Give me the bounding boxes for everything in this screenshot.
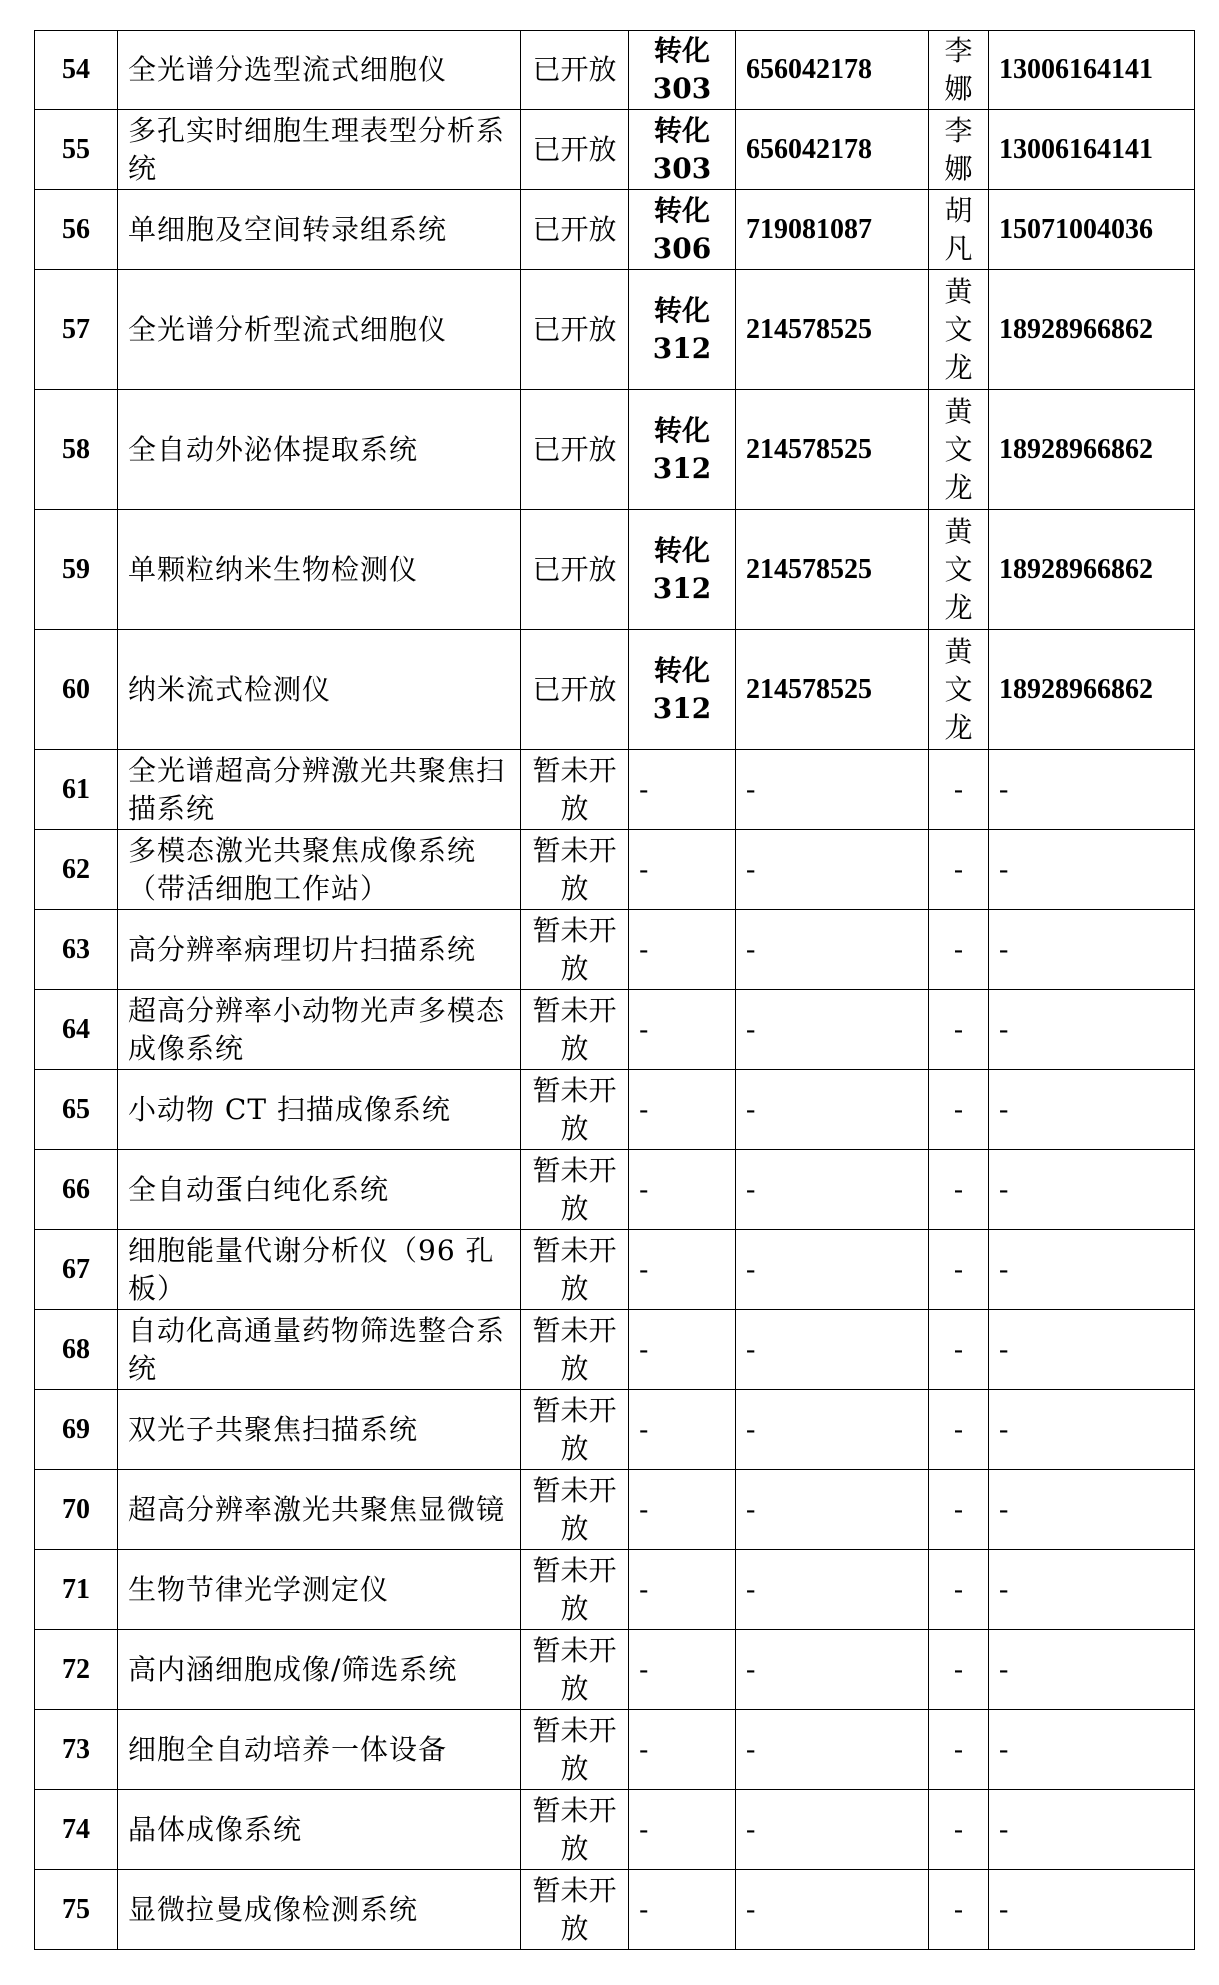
instrument-name: 全自动蛋白纯化系统 [118, 1150, 521, 1230]
extension-number: - [736, 1070, 929, 1150]
extension-number: - [736, 1390, 929, 1470]
table-row [35, 1870, 1195, 1950]
extension-number: 656042178 [736, 31, 929, 110]
contact-person: - [929, 1710, 989, 1790]
row-index: 58 [35, 390, 118, 510]
extension-number: 656042178 [736, 110, 929, 190]
room-number: - [629, 1070, 736, 1150]
table-row [35, 390, 1195, 510]
open-status: 已开放 [521, 190, 629, 270]
contact-person: 黄文龙 [929, 390, 989, 510]
contact-person: 李娜 [929, 110, 989, 190]
extension-number: - [736, 1630, 929, 1710]
contact-person: - [929, 1550, 989, 1630]
row-index: 74 [35, 1790, 118, 1870]
room-number: 转化312 [629, 270, 736, 390]
phone-number: - [989, 1550, 1195, 1630]
phone-number: - [989, 910, 1195, 990]
row-index: 54 [35, 31, 118, 110]
extension-number: - [736, 1710, 929, 1790]
table-row [35, 1710, 1195, 1790]
phone-number: 13006164141 [989, 110, 1195, 190]
phone-number: 18928966862 [989, 630, 1195, 750]
instrument-name: 晶体成像系统 [118, 1790, 521, 1870]
instrument-name: 高内涵细胞成像/筛选系统 [118, 1630, 521, 1710]
open-status: 暂未开放 [521, 1870, 629, 1950]
row-index: 65 [35, 1070, 118, 1150]
row-index: 59 [35, 510, 118, 630]
extension-number: 214578525 [736, 630, 929, 750]
room-number: - [629, 990, 736, 1070]
table-row [35, 1630, 1195, 1710]
table-row [35, 510, 1195, 630]
instrument-name: 纳米流式检测仪 [118, 630, 521, 750]
phone-number: - [989, 1630, 1195, 1710]
phone-number: - [989, 1310, 1195, 1390]
row-index: 72 [35, 1630, 118, 1710]
row-index: 70 [35, 1470, 118, 1550]
row-index: 66 [35, 1150, 118, 1230]
instrument-name: 全光谱分选型流式细胞仪 [118, 31, 521, 110]
extension-number: - [736, 1790, 929, 1870]
table-row [35, 1070, 1195, 1150]
room-number: - [629, 1790, 736, 1870]
phone-number: - [989, 1870, 1195, 1950]
row-index: 62 [35, 830, 118, 910]
row-index: 67 [35, 1230, 118, 1310]
extension-number: - [736, 1870, 929, 1950]
row-index: 60 [35, 630, 118, 750]
open-status: 暂未开放 [521, 990, 629, 1070]
extension-number: - [736, 990, 929, 1070]
phone-number: - [989, 1470, 1195, 1550]
room-number: - [629, 830, 736, 910]
open-status: 暂未开放 [521, 910, 629, 990]
table-row [35, 190, 1195, 270]
row-index: 71 [35, 1550, 118, 1630]
contact-person: - [929, 1790, 989, 1870]
room-number: 转化303 [629, 31, 736, 110]
row-index: 61 [35, 750, 118, 830]
extension-number: 719081087 [736, 190, 929, 270]
instrument-name: 全光谱超高分辨激光共聚焦扫描系统 [118, 750, 521, 830]
contact-person: 黄文龙 [929, 510, 989, 630]
instrument-name: 小动物 CT 扫描成像系统 [118, 1070, 521, 1150]
table-row [35, 1470, 1195, 1550]
open-status: 暂未开放 [521, 1550, 629, 1630]
instrument-table-body [35, 31, 1195, 1950]
row-index: 57 [35, 270, 118, 390]
open-status: 暂未开放 [521, 1470, 629, 1550]
row-index: 68 [35, 1310, 118, 1390]
contact-person: 李娜 [929, 31, 989, 110]
room-number: - [629, 1310, 736, 1390]
phone-number: - [989, 1150, 1195, 1230]
contact-person: - [929, 1070, 989, 1150]
contact-person: - [929, 990, 989, 1070]
contact-person: - [929, 1230, 989, 1310]
open-status: 暂未开放 [521, 1710, 629, 1790]
instrument-name: 多孔实时细胞生理表型分析系统 [118, 110, 521, 190]
table-row [35, 110, 1195, 190]
room-number: - [629, 1630, 736, 1710]
open-status: 暂未开放 [521, 1070, 629, 1150]
row-index: 73 [35, 1710, 118, 1790]
phone-number: 15071004036 [989, 190, 1195, 270]
room-number: - [629, 1470, 736, 1550]
row-index: 63 [35, 910, 118, 990]
open-status: 已开放 [521, 110, 629, 190]
extension-number: - [736, 910, 929, 990]
row-index: 64 [35, 990, 118, 1070]
instrument-name: 多模态激光共聚焦成像系统（带活细胞工作站） [118, 830, 521, 910]
phone-number: - [989, 1790, 1195, 1870]
instrument-name: 全自动外泌体提取系统 [118, 390, 521, 510]
instrument-name: 单颗粒纳米生物检测仪 [118, 510, 521, 630]
table-row [35, 31, 1195, 110]
room-number: 转化303 [629, 110, 736, 190]
open-status: 已开放 [521, 31, 629, 110]
room-number: - [629, 1390, 736, 1470]
row-index: 56 [35, 190, 118, 270]
extension-number: - [736, 1150, 929, 1230]
table-row [35, 1550, 1195, 1630]
row-index: 75 [35, 1870, 118, 1950]
room-number: - [629, 1150, 736, 1230]
instrument-table [34, 30, 1195, 1950]
contact-person: 黄文龙 [929, 630, 989, 750]
extension-number: 214578525 [736, 510, 929, 630]
instrument-name: 细胞全自动培养一体设备 [118, 1710, 521, 1790]
phone-number: - [989, 1070, 1195, 1150]
extension-number: 214578525 [736, 270, 929, 390]
table-row [35, 630, 1195, 750]
extension-number: - [736, 1470, 929, 1550]
room-number: - [629, 1870, 736, 1950]
extension-number: 214578525 [736, 390, 929, 510]
instrument-name: 超高分辨率小动物光声多模态成像系统 [118, 990, 521, 1070]
phone-number: 18928966862 [989, 510, 1195, 630]
instrument-name: 双光子共聚焦扫描系统 [118, 1390, 521, 1470]
room-number: 转化312 [629, 630, 736, 750]
row-index: 69 [35, 1390, 118, 1470]
room-number: - [629, 1230, 736, 1310]
contact-person: 胡凡 [929, 190, 989, 270]
room-number: - [629, 1550, 736, 1630]
phone-number: 18928966862 [989, 270, 1195, 390]
room-number: 转化312 [629, 390, 736, 510]
contact-person: - [929, 1470, 989, 1550]
contact-person: - [929, 1150, 989, 1230]
room-number: - [629, 910, 736, 990]
contact-person: - [929, 1310, 989, 1390]
extension-number: - [736, 1230, 929, 1310]
table-row [35, 990, 1195, 1070]
phone-number: - [989, 1710, 1195, 1790]
phone-number: - [989, 830, 1195, 910]
phone-number: 18928966862 [989, 390, 1195, 510]
table-row [35, 1390, 1195, 1470]
phone-number: - [989, 990, 1195, 1070]
open-status: 暂未开放 [521, 1150, 629, 1230]
table-row [35, 1230, 1195, 1310]
extension-number: - [736, 1550, 929, 1630]
table-row [35, 1790, 1195, 1870]
contact-person: - [929, 830, 989, 910]
contact-person: - [929, 1390, 989, 1470]
table-row [35, 1150, 1195, 1230]
contact-person: - [929, 750, 989, 830]
open-status: 暂未开放 [521, 750, 629, 830]
open-status: 暂未开放 [521, 1630, 629, 1710]
row-index: 55 [35, 110, 118, 190]
table-row [35, 830, 1195, 910]
extension-number: - [736, 1310, 929, 1390]
room-number: 转化312 [629, 510, 736, 630]
open-status: 已开放 [521, 270, 629, 390]
phone-number: - [989, 1390, 1195, 1470]
room-number: 转化306 [629, 190, 736, 270]
extension-number: - [736, 750, 929, 830]
phone-number: - [989, 1230, 1195, 1310]
open-status: 暂未开放 [521, 1230, 629, 1310]
instrument-name: 超高分辨率激光共聚焦显微镜 [118, 1470, 521, 1550]
table-row [35, 270, 1195, 390]
open-status: 已开放 [521, 390, 629, 510]
table-row [35, 750, 1195, 830]
open-status: 已开放 [521, 510, 629, 630]
open-status: 暂未开放 [521, 1790, 629, 1870]
contact-person: - [929, 1630, 989, 1710]
instrument-name: 细胞能量代谢分析仪（96 孔板） [118, 1230, 521, 1310]
room-number: - [629, 1710, 736, 1790]
extension-number: - [736, 830, 929, 910]
table-row [35, 1310, 1195, 1390]
open-status: 暂未开放 [521, 830, 629, 910]
instrument-name: 显微拉曼成像检测系统 [118, 1870, 521, 1950]
contact-person: - [929, 910, 989, 990]
instrument-name: 单细胞及空间转录组系统 [118, 190, 521, 270]
phone-number: - [989, 750, 1195, 830]
contact-person: 黄文龙 [929, 270, 989, 390]
instrument-name: 高分辨率病理切片扫描系统 [118, 910, 521, 990]
open-status: 暂未开放 [521, 1310, 629, 1390]
phone-number: 13006164141 [989, 31, 1195, 110]
instrument-name: 自动化高通量药物筛选整合系统 [118, 1310, 521, 1390]
room-number: - [629, 750, 736, 830]
open-status: 已开放 [521, 630, 629, 750]
instrument-name: 全光谱分析型流式细胞仪 [118, 270, 521, 390]
instrument-name: 生物节律光学测定仪 [118, 1550, 521, 1630]
table-row [35, 910, 1195, 990]
open-status: 暂未开放 [521, 1390, 629, 1470]
contact-person: - [929, 1870, 989, 1950]
